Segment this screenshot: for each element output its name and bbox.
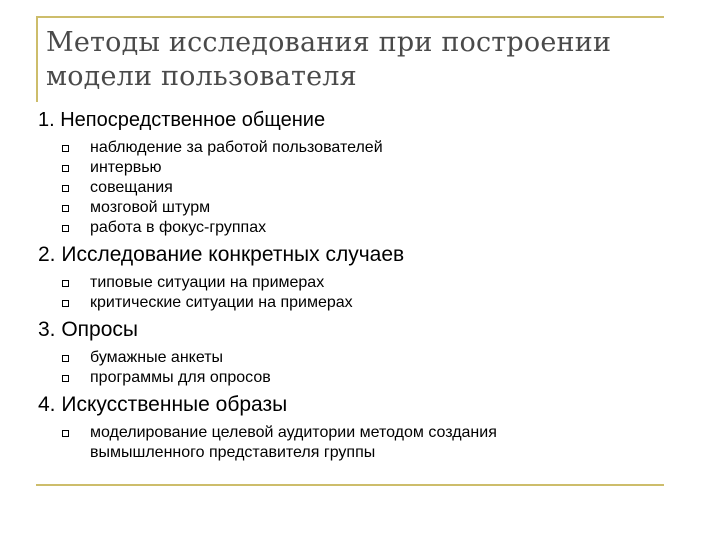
section-case-studies bbox=[38, 242, 678, 313]
list-item bbox=[62, 423, 678, 463]
list-item bbox=[62, 368, 678, 388]
list-item bbox=[62, 218, 678, 238]
list-item-text: критические ситуации на примерах bbox=[90, 294, 353, 311]
section-direct-communication bbox=[38, 107, 678, 238]
section-heading: 4. Искусственные образы bbox=[38, 393, 288, 416]
list-item bbox=[62, 273, 678, 293]
section-heading: 3. Опросы bbox=[38, 318, 139, 341]
list-item-text: интервью bbox=[90, 159, 162, 176]
square-bullet-icon bbox=[62, 375, 69, 382]
list-item bbox=[62, 293, 678, 313]
list-item-text: типовые ситуации на примерах bbox=[90, 274, 325, 291]
section-personas bbox=[38, 392, 678, 463]
square-bullet-icon bbox=[62, 300, 69, 307]
list-item bbox=[62, 158, 678, 178]
square-bullet-icon bbox=[62, 430, 69, 437]
list-item-text: мозговой штурм bbox=[90, 199, 211, 216]
section-heading: 2. Исследование конкретных случаев bbox=[38, 243, 405, 266]
list-item-text: бумажные анкеты bbox=[90, 349, 224, 366]
list-item-text: совещания bbox=[90, 179, 173, 196]
square-bullet-icon bbox=[62, 280, 69, 287]
bottom-divider bbox=[36, 484, 664, 486]
square-bullet-icon bbox=[62, 205, 69, 212]
list-item bbox=[62, 178, 678, 198]
square-bullet-icon bbox=[62, 225, 69, 232]
section-heading: 1. Непосредственное общение bbox=[38, 109, 326, 131]
list-item-text: моделирование целевой аудитории методом создания вымышленного представителя группы bbox=[90, 424, 497, 461]
square-bullet-icon bbox=[62, 145, 69, 152]
list-item-text: наблюдение за работой пользователей bbox=[90, 139, 383, 156]
list-item bbox=[62, 348, 678, 368]
item-list bbox=[38, 138, 678, 238]
item-list bbox=[38, 348, 678, 388]
square-bullet-icon bbox=[62, 355, 69, 362]
list-item bbox=[62, 198, 678, 218]
item-list bbox=[38, 423, 678, 463]
square-bullet-icon bbox=[62, 165, 69, 172]
list-item-text: программы для опросов bbox=[90, 369, 271, 386]
list-item-text: работа в фокус-группах bbox=[90, 219, 267, 236]
slide-title: Методы исследования при построении модели пользователя bbox=[46, 27, 612, 92]
item-list bbox=[38, 273, 678, 313]
list-item bbox=[62, 138, 678, 158]
title-accent-line bbox=[36, 16, 38, 102]
top-divider bbox=[36, 16, 664, 18]
slide-content bbox=[38, 107, 678, 467]
square-bullet-icon bbox=[62, 185, 69, 192]
section-surveys bbox=[38, 317, 678, 388]
